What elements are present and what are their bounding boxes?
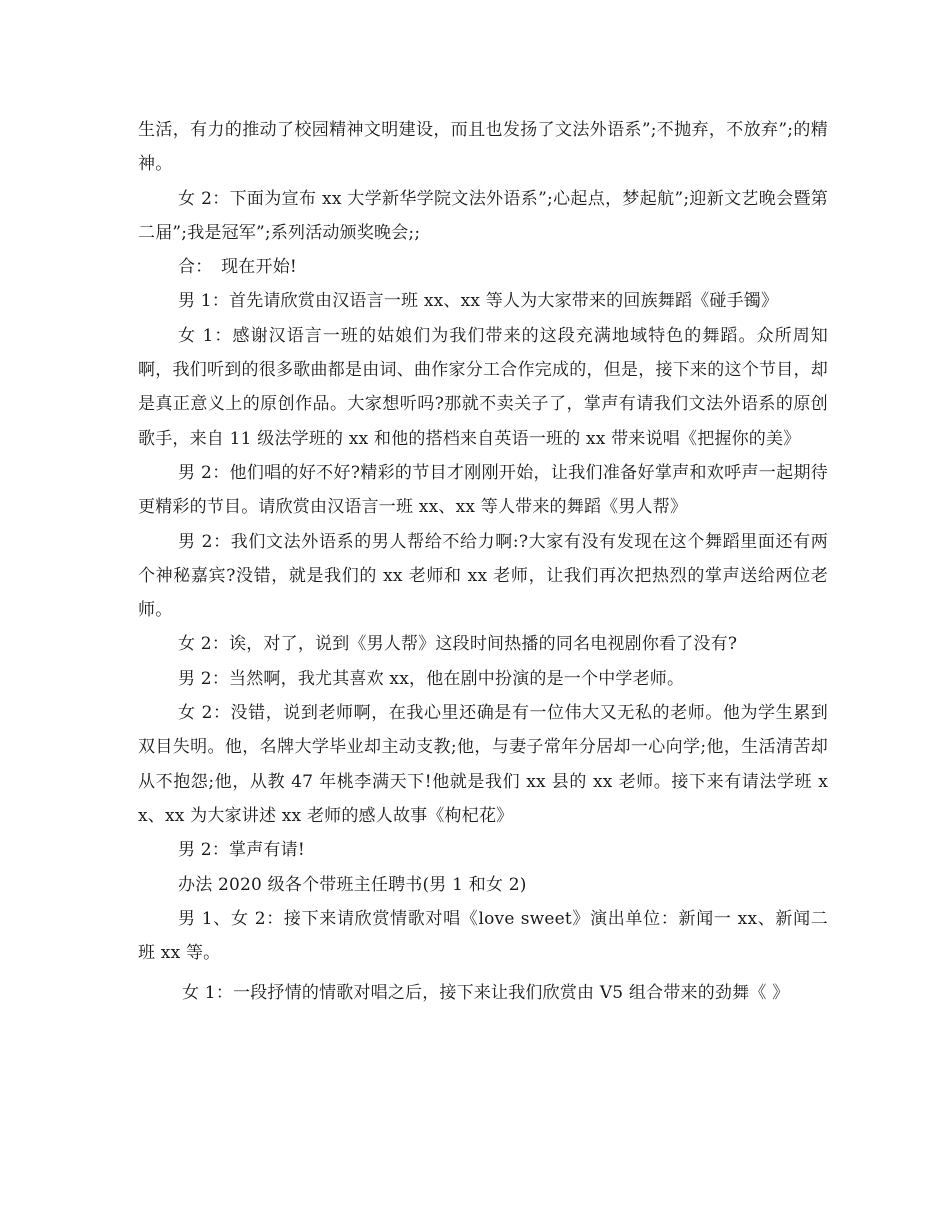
paragraph: 男 1、女 2：接下来请欣赏情歌对唱《love sweet》演出单位：新闻一 xx、新闻二班 xx 等。 xyxy=(138,908,828,964)
paragraph: 合： 现在开始! xyxy=(178,257,297,278)
paragraph: 男 2：当然啊，我尤其喜欢 xx，他在剧中扮演的是一个中学老师。 xyxy=(178,668,685,689)
paragraph: 男 1：首先请欣赏由汉语言一班 xx、xx 等人为大家带来的回族舞蹈《碰手镯》 xyxy=(178,291,779,312)
paragraph: 办法 2020 级各个带班主任聘书(男 1 和女 2) xyxy=(178,874,527,895)
paragraph: 女 2：下面为宣布 xx 大学新华学院文法外语系”;心起点，梦起航”;迎新文艺晚会暨第二届”;我是冠军”;系列活动颁奖晚会;; xyxy=(138,188,828,243)
paragraph: 女 1：一段抒情的情歌对唱之后，接下来让我们欣赏由 V5 组合带来的劲舞《 》 xyxy=(182,983,790,1004)
paragraph: 男 2：他们唱的好不好?精彩的节目才刚刚开始，让我们准备好掌声和欢呼声一起期待更精彩的节目。请欣赏由汉语言一班 xx、xx 等人带来的舞蹈《男人帮》 xyxy=(138,462,828,518)
document-body xyxy=(138,113,828,1011)
paragraph: 女 1：感谢汉语言一班的姑娘们为我们带来的这段充满地域特色的舞蹈。众所周知啊，我们听到的很多歌曲都是由词、曲作家分工合作完成的，但是，接下来的这个节目，却是真正意义上的原创作品。大家想听吗?那就不卖关子了，掌声有请我们文法外语系的原创歌手，来自 11 级法学班的 xx 和他的搭档来自英语一班的 xx 带来说唱《把握你的美》 xyxy=(138,325,828,449)
paragraph: 女 2：没错，说到老师啊，在我心里还确是有一位伟大又无私的老师。他为学生累到双目失明。他，名牌大学毕业却主动支教;他，与妻子常年分居却一心向学;他，生活清苦却从不抱怨;他，从教 47 年桃李满天下!他就是我们 xx 县的 xx 老师。接下来有请法学班 xx、xx 为大家讲述 xx 老师的感人故事《枸杞花》 xyxy=(138,703,828,826)
paragraph: 男 2：我们文法外语系的男人帮给不给力啊:?大家有没有发现在这个舞蹈里面还有两个神秘嘉宾?没错，就是我们的 xx 老师和 xx 老师，让我们再次把热烈的掌声送给两位老师。 xyxy=(138,531,828,621)
paragraph: 男 2：掌声有请! xyxy=(178,840,305,861)
paragraph: 生活，有力的推动了校园精神文明建设，而且也发扬了文法外语系”;不抛弃，不放弃”;的精神。 xyxy=(138,120,828,175)
paragraph: 女 2：诶，对了，说到《男人帮》这段时间热播的同名电视剧你看了没有? xyxy=(178,634,738,655)
